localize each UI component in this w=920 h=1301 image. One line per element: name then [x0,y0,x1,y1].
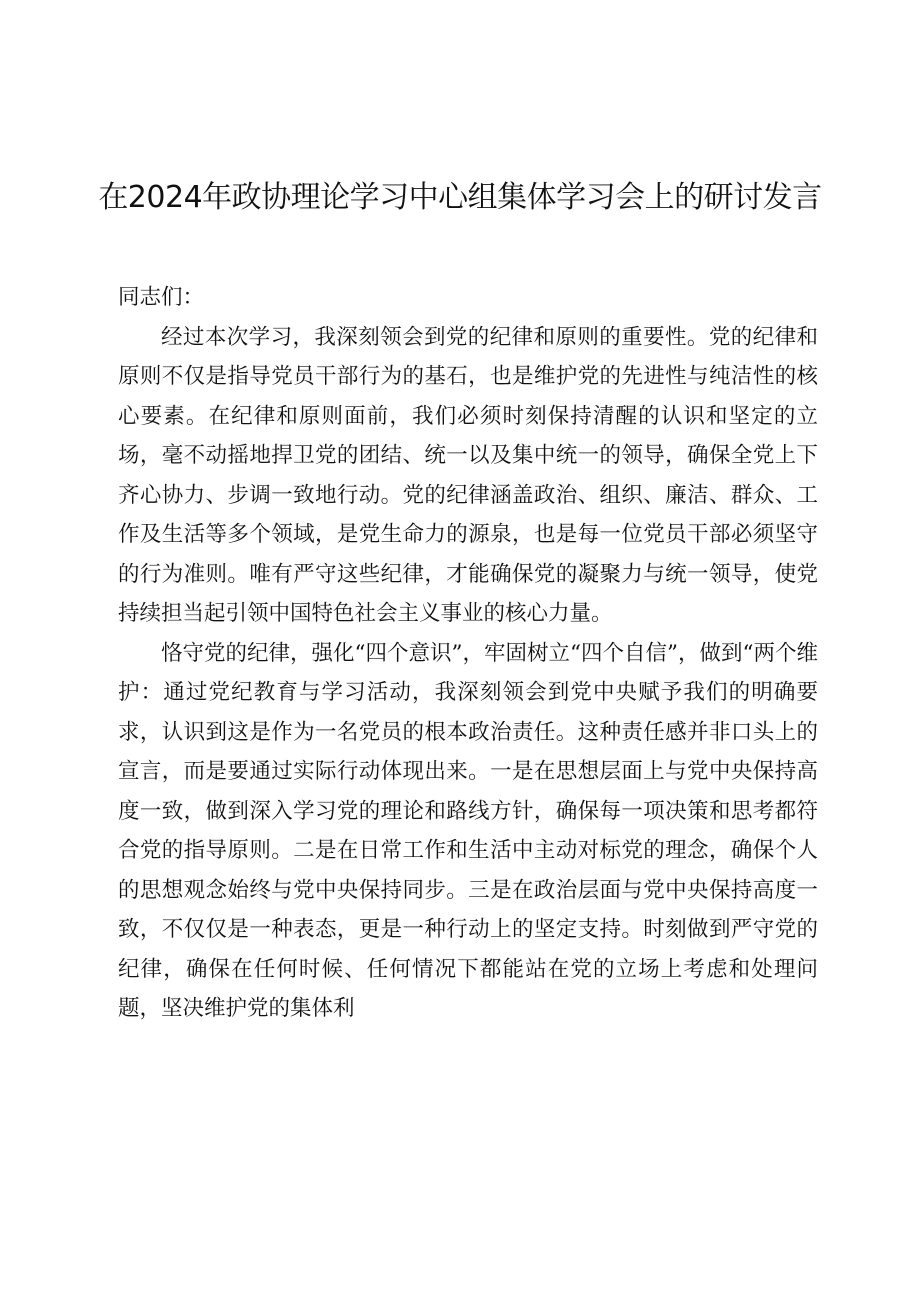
document-title: 在2024年政协理论学习中心组集体学习会上的研讨发言 [98,180,822,215]
paragraph-1: 经过本次学习，我深刻领会到党的纪律和原则的重要性。党的纪律和原则不仅是指导党员干部行为的基石，也是维护党的先进性与纯洁性的核心要素。在纪律和原则面前，我们必须时刻保持清醒的认识和坚定的立场，毫不动摇地捍卫党的团结、统一以及集中统一的领导，确保全党上下齐心协力、步调一致地行动。党的纪律涵盖政治、组织、廉洁、群众、工作及生活等多个领域，是党生命力的源泉，也是每一位党员干部必须坚守的行为准则。唯有严守这些纪律，才能确保党的凝聚力与统一领导，使党持续担当起引领中国特色社会主义事业的核心力量。 [118,324,818,626]
salutation: 同志们： [118,285,205,310]
document-body [118,278,818,1029]
paragraph-2: 恪守党的纪律，强化“四个意识”，牢固树立“四个自信”，做到“两个维护：通过党纪教育与学习活动，我深刻领会到党中央赋予我们的明确要求，认识到这是作为一名党员的根本政治责任。这种责任感并非口头上的宣言，而是要通过实际行动体现出来。一是在思想层面上与党中央保持高度一致，做到深入学习党的理论和路线方针，确保每一项决策和思考都符合党的指导原则。二是在日常工作和生活中主动对标党的理念，确保个人的思想观念始终与党中央保持同步。三是在政治层面与党中央保持高度一致，不仅仅是一种表态，更是一种行动上的坚定支持。时刻做到严守党的纪律，确保在任何时候、任何情况下都能站在党的立场上考虑和处理问题，坚决维护党的集体利 [118,640,818,1021]
